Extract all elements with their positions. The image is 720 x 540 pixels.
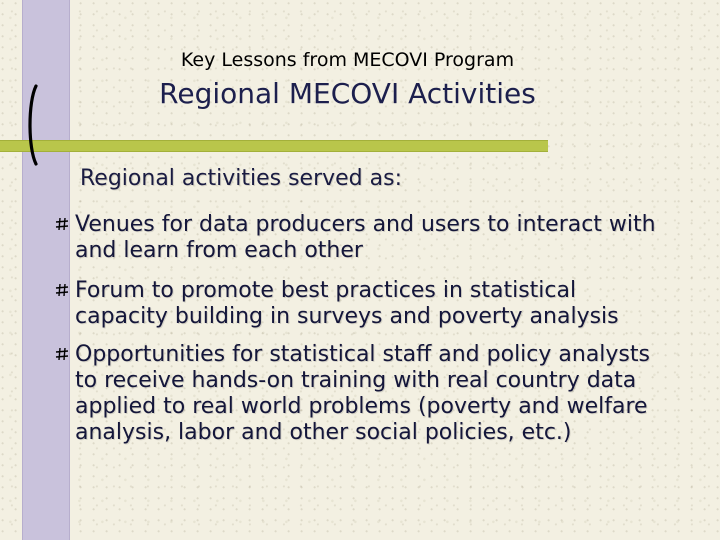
hash-bullet-icon [55,347,69,361]
lead-text: Regional activities served as: [80,166,402,191]
bullet-item-1 [55,212,675,264]
bullet-text: Opportunities for statistical staff and policy analysts to receive hands-on training with real country data applied to real world problems (poverty and welfare analysis, labor and other social policies, etc.) [75,342,650,445]
slide-title: Regional MECOVI Activities [159,77,536,110]
bullet-item-3 [55,342,675,446]
title-rule [0,140,548,152]
hash-bullet-icon [55,283,69,297]
hash-bullet-icon [55,217,69,231]
bullet-text: Forum to promote best practices in statistical capacity building in surveys and poverty analysis [75,278,619,329]
slide-subtitle: Key Lessons from MECOVI Program [180,49,515,71]
bullet-text: Venues for data producers and users to interact with and learn from each other [75,212,656,263]
bullet-item-2 [55,278,675,330]
